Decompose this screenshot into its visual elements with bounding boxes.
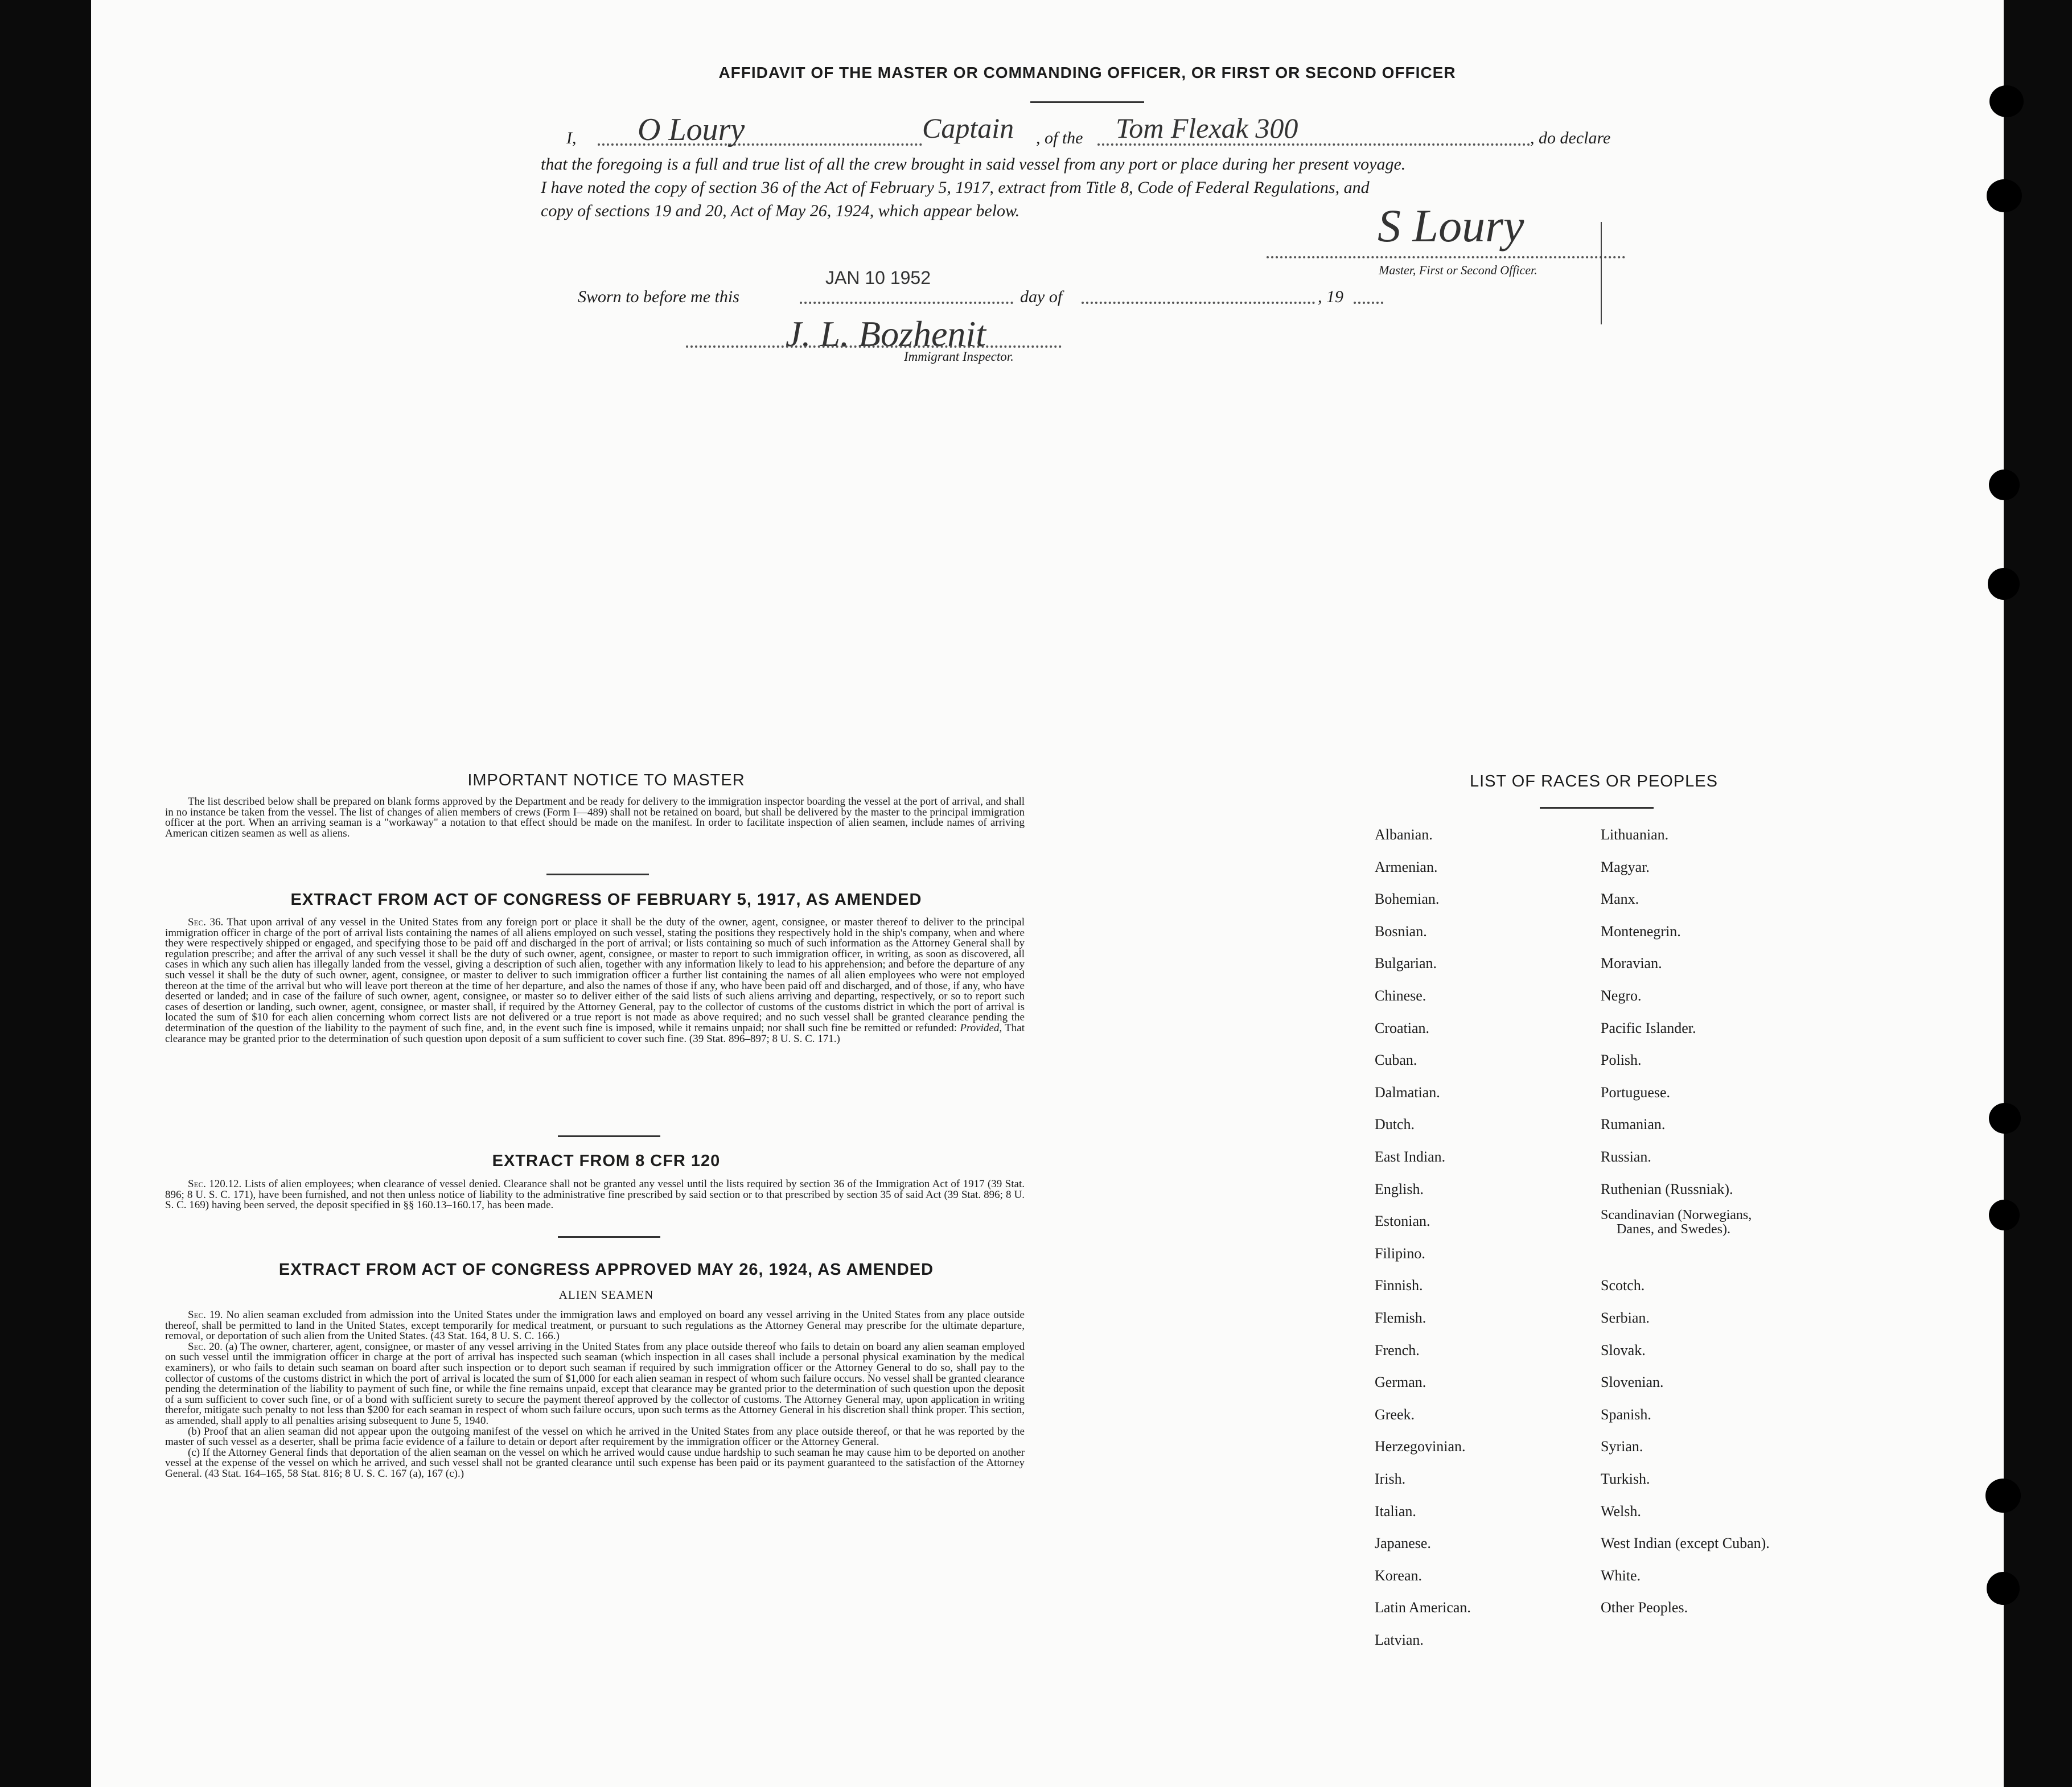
race-item: Serbian. — [1601, 1310, 1650, 1326]
race-item: Croatian. — [1375, 1019, 1430, 1036]
race-item: Filipino. — [1375, 1245, 1425, 1262]
race-item: Irish. — [1375, 1471, 1406, 1487]
races-title-rule — [1540, 807, 1654, 809]
race-item: Lithuanian. — [1601, 826, 1669, 843]
race-item: Dalmatian. — [1375, 1084, 1440, 1101]
extract-1924-text — [165, 1310, 1025, 1480]
sworn-year-line — [1354, 302, 1383, 304]
section-20a-paragraph — [165, 1342, 1025, 1427]
inspector-signature-line — [686, 345, 1062, 348]
race-item: Bosnian. — [1375, 923, 1427, 940]
year-label: , 19 — [1318, 287, 1343, 306]
race-item: Scandinavian (Norwegians, — [1601, 1207, 1752, 1222]
race-item: Flemish. — [1375, 1310, 1426, 1326]
extract-1924-title: EXTRACT FROM ACT OF CONGRESS APPROVED MAY 26, 1924, AS AMENDED — [278, 1261, 934, 1279]
race-item: Armenian. — [1375, 858, 1438, 875]
master-signature-line — [1267, 256, 1625, 258]
extract-1917-title: EXTRACT FROM ACT OF CONGRESS OF FEBRUARY 5, 1917, AS AMENDED — [290, 891, 922, 909]
extract-1917-text — [165, 917, 1025, 1044]
race-item: East Indian. — [1375, 1148, 1446, 1165]
section-19-paragraph — [165, 1310, 1025, 1342]
affidavit-body-line-3: copy of sections 19 and 20, Act of May 26, 1924, which appear below. — [541, 201, 1020, 220]
stamp-date: JAN 10 1952 — [825, 267, 931, 288]
race-item: Slovak. — [1601, 1341, 1646, 1358]
signature-bracket — [1601, 222, 1602, 324]
section-20-label: Sec. 20. — [188, 1340, 223, 1353]
race-item: Slovenian. — [1601, 1374, 1664, 1391]
race-item: Polish. — [1601, 1052, 1642, 1069]
race-item: Japanese. — [1375, 1535, 1431, 1552]
race-item: Bulgarian. — [1375, 955, 1437, 972]
handwritten-rank: Captain — [922, 112, 1014, 144]
race-item: Greek. — [1375, 1406, 1415, 1423]
section-36-label: Sec. 36. — [188, 916, 224, 928]
section-36-text: That upon arrival of any vessel in the United States from any foreign port or place it shall be the duty of the owner, agent, consignee, or master thereof to deliver to the principal immigration officer in charge of the port of arrival lists containing the names of all aliens employed on such vessel, stating the positions they respectively hold in the ship's company, when and where they were respectively shipped or engaged, and specifying those to be paid off and discharged in the port of arrival; or lists containing so much of such information as the Attorney General shall by regulation prescribe; and after the arrival of any such vessel it shall be the duty of such owner, agent, consignee, or master to report to such immigration officer, in writing, as soon as discovered, all cases in which any such alien has illegally landed from the vessel, giving a description of such alien, together with any information likely to lead to his apprehension; and before the departure of any such vessel it shall be the duty of such owner, agent, consignee, or master to deliver to such immigration officer a further list containing the names of all alien employees who were not employed thereon at the time of the arrival but who will leave port thereon at the time of her departure, and also the names of those if any, who have been paid off and discharged, and of those, if any, who have deserted or landed; and in case of the failure of such owner, agent, consignee, or master so to deliver either of the said lists of such aliens arriving and departing, respectively, or so to report such cases of desertion or landing, such owner, agent, consignee, or master shall, if required by the Attorney General, pay to the collector of customs of the customs district in which the port of arrival is located the sum of $10 for each alien concerning whom correct lists are not delivered or a true report is not made as above required; and no such vessel shall be granted clearance pending the determination of the question of the liability to the payment of such fine, and, in the event such fine is imposed, while it remains unpaid; nor shall such fine be remitted or refunded: — [165, 916, 1025, 1034]
binder-hole — [1989, 1103, 2021, 1134]
extract-1917-rule — [558, 1135, 660, 1137]
inspector-label: Immigrant Inspector. — [904, 349, 1014, 364]
do-declare-label: , do declare — [1530, 129, 1611, 147]
race-item: Danes, and Swedes). — [1617, 1221, 1730, 1237]
extract-8cfr-text — [165, 1179, 1025, 1211]
race-item: Spanish. — [1601, 1406, 1651, 1423]
race-item: Latvian. — [1375, 1632, 1424, 1648]
race-item: Chinese. — [1375, 987, 1426, 1004]
section-20a-text: (a) The owner, charterer, agent, consignee, or master of any vessel arriving in the United States from any place outside thereof who fails to detain on board any alien seaman employed on such vessel until the immigration officer in charge at the port of arrival has inspected such seaman (which inspection in all cases shall include a personal physical examination by the medical examiners), or who fails to detain such seaman on board after such inspection or to deport such seaman if required by such immigration officer or the Attorney General to do so, shall pay to the collector of customs of the customs district in which the port of arrival is located the sum of $1,000 for each alien seaman in respect of whom such failure occurs. No vessel shall be granted clearance pending the determination of the liability to payment of such fine, or while the fine remains unpaid, except that clearance may be granted prior to the determination of such question upon the deposit of a sum sufficient to cover such fine, or of a bond with sufficient surety to secure the payment thereof approved by the collector of customs. The Attorney General may, upon application in writing therefor, mitigate such penalty to not less than $200 for each seaman in respect of whom such failure occurs, upon such terms as the Attorney General in his discretion shall think proper. This section, as amended, shall apply to all penalties arising subsequent to June 5, 1940. — [165, 1340, 1025, 1427]
master-label: Master, First or Second Officer. — [1379, 263, 1537, 277]
race-item: Latin American. — [1375, 1599, 1471, 1616]
binder-hole — [1989, 1200, 2020, 1230]
section-36-proviso: Provided, — [960, 1022, 1002, 1034]
race-item: Bohemian. — [1375, 891, 1440, 908]
section-120-paragraph — [165, 1179, 1025, 1211]
of-the-label: , of the — [1036, 129, 1083, 147]
race-item: West Indian (except Cuban). — [1601, 1535, 1770, 1552]
binder-hole — [1985, 1479, 2021, 1513]
inspector-signature: J. L. Bozhenit — [786, 314, 986, 354]
race-item: Moravian. — [1601, 955, 1662, 972]
section-120-label: Sec. 120.12. — [188, 1178, 242, 1190]
affidavit-body-line-2: I have noted the copy of section 36 of the Act of February 5, 1917, extract from Title 8, Code of Federal Regulations, and — [541, 178, 1370, 197]
sworn-day-line — [800, 302, 1013, 304]
extract-8cfr-rule — [558, 1236, 660, 1238]
notice-paragraph: The list described below shall be prepared on blank forms approved by the Department and be ready for delivery to the immigration inspector boarding the vessel at the port of arrival, and shall in no instance be taken from the vessel. The list of changes of alien members of crews (Form I—489) shall not be retained on board, but shall be delivered by the master to the principal immigration officer at the port. When an arriving seaman is a "workaway" a notation to that effect should be made on the manifest. In order to facilitate inspection of alien seamen, include names of arriving American citizen seamen as well as aliens. — [165, 796, 1025, 839]
sworn-month-line — [1082, 302, 1315, 304]
race-item: Welsh. — [1601, 1502, 1641, 1520]
race-item: Syrian. — [1601, 1438, 1643, 1455]
binder-hole — [1988, 568, 2020, 600]
extract-8cfr-title: EXTRACT FROM 8 CFR 120 — [492, 1152, 721, 1170]
binder-hole — [1987, 1572, 2020, 1605]
race-item: Italian. — [1375, 1502, 1416, 1520]
race-item: Portuguese. — [1601, 1084, 1671, 1101]
i-label: I, — [566, 129, 577, 147]
binder-hole — [1987, 179, 2022, 212]
declaration-line — [566, 129, 577, 148]
affidavit-title: AFFIDAVIT OF THE MASTER OR COMMANDING OFFICER, OR FIRST OR SECOND OFFICER — [718, 64, 1456, 81]
sworn-label: Sworn to before me this — [578, 287, 739, 306]
race-item: Pacific Islander. — [1601, 1019, 1696, 1036]
race-item: Herzegovinian. — [1375, 1438, 1466, 1455]
race-item: Scotch. — [1601, 1277, 1645, 1294]
race-item: French. — [1375, 1341, 1420, 1358]
handwritten-name: O Loury — [638, 112, 745, 147]
races-title: LIST OF RACES OR PEOPLES — [1469, 772, 1719, 790]
section-36-text-end: That clearance may be granted prior to the determination of such question upon deposit of a sum sufficient to cover such fine. (39 Stat. 896–897; 8 U. S. C. 171.) — [165, 1022, 1025, 1045]
binder-hole — [1989, 470, 2020, 500]
notice-title: IMPORTANT NOTICE TO MASTER — [467, 771, 745, 789]
race-item: German. — [1375, 1374, 1426, 1391]
affidavit-body-line-1: that the foregoing is a full and true list of all the crew brought in said vessel from any port or place during her present voyage. — [541, 155, 1406, 174]
day-of-label: day of — [1020, 287, 1063, 306]
race-item: Negro. — [1601, 987, 1642, 1004]
race-item: Dutch. — [1375, 1116, 1415, 1133]
binder-hole — [1989, 85, 2024, 117]
race-item: Korean. — [1375, 1567, 1423, 1584]
race-item: English. — [1375, 1180, 1424, 1197]
race-item: Estonian. — [1375, 1213, 1430, 1230]
race-item: Finnish. — [1375, 1277, 1423, 1294]
race-item: Manx. — [1601, 891, 1639, 908]
race-item: Other Peoples. — [1601, 1599, 1688, 1616]
race-item: Turkish. — [1601, 1471, 1650, 1487]
extract-1924-subtitle: ALIEN SEAMEN — [558, 1288, 654, 1302]
race-item: Albanian. — [1375, 826, 1433, 843]
notice-rule — [546, 874, 649, 875]
notice-text — [165, 797, 1025, 839]
race-item: Russian. — [1601, 1148, 1651, 1165]
affidavit-title-rule — [1030, 101, 1144, 103]
section-19-label: Sec. 19. — [188, 1309, 223, 1321]
section-120-text: Lists of alien employees; when clearance of vessel denied. Clearance shall not be granted any vessel until the lists required by section 36 of the Immigration Act of 1917 (39 Stat. 896; 8 U. S. C. 171), have been furnished, and not then unless notice of liability to the administrative fine prescribed by said section or to that prescribed by section 35 of said Act (39 Stat. 896; 8 U. S. C. 169) having been served, the deposit specified in §§ 160.13–160.17, has been made. — [165, 1178, 1025, 1212]
master-signature: S Loury — [1378, 200, 1524, 252]
section-20c-paragraph: (c) If the Attorney General finds that deportation of the alien seaman on the vessel on which he arrived would cause undue hardship to such seaman he may cause him to be deported on another vessel at the expense of the vessel on which he arrived, and such vessel shall not be granted clearance until such expense has been paid or its payment guaranteed to the satisfaction of the Attorney General. (43 Stat. 164–165, 58 Stat. 816; 8 U. S. C. 167 (a), 167 (c).) — [165, 1446, 1025, 1480]
section-19-text: No alien seaman excluded from admission into the United States under the immigration laws and employed on board any vessel arriving in the United States from any place outside thereof, shall be permitted to land in the United States, except temporarily for medical treatment, or pursuant to such regulations as the Attorney General may prescribe for the ultimate departure, removal, or deportation of such alien from the United States. (43 Stat. 164, 8 U. S. C. 166.) — [165, 1309, 1025, 1343]
section-20b-paragraph: (b) Proof that an alien seaman did not appear upon the outgoing manifest of the vessel on which he arrived in the United States from any place outside thereof, or that he was reported by the master of such vessel as a deserter, shall be prima facie evidence of a failure to detain or deport after requirement by the immigration officer or the Attorney General. — [165, 1425, 1025, 1448]
race-item: Montenegrin. — [1601, 923, 1681, 940]
race-item: Cuban. — [1375, 1052, 1417, 1069]
race-item: Magyar. — [1601, 858, 1650, 875]
race-item: White. — [1601, 1567, 1641, 1584]
handwritten-vessel: Tom Flexak 300 — [1116, 112, 1298, 144]
section-36-paragraph — [165, 917, 1025, 1044]
race-item: Rumanian. — [1601, 1116, 1666, 1133]
race-item: Ruthenian (Russniak). — [1601, 1180, 1733, 1197]
